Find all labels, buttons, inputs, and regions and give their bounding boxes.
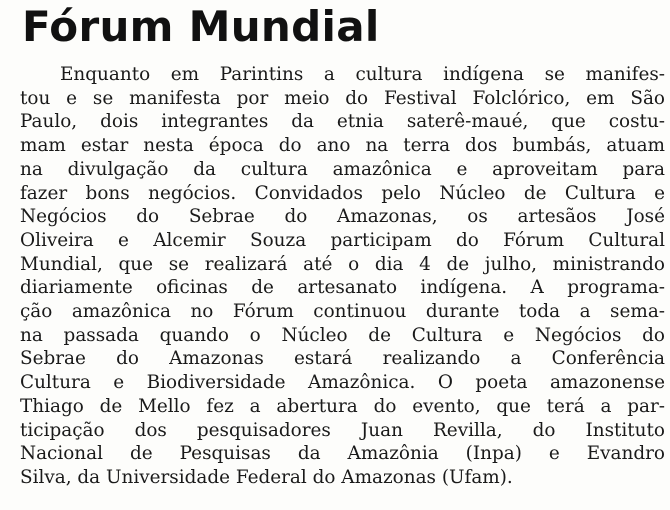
article-line: Negócios do Sebrae do Amazonas, os artesãos José	[20, 206, 665, 228]
article-line: Mundial, que se realizará até o dia 4 de julho, ministrando	[20, 253, 665, 275]
article-line: diariamente oficinas de artesanato indígena. A programa-	[20, 277, 665, 299]
article-line: na divulgação da cultura amazônica e aproveitam para	[20, 158, 665, 180]
headline: Fórum Mundial	[22, 2, 380, 51]
article-line: fazer bons negócios. Convidados pelo Núcleo de Cultura e	[20, 182, 665, 204]
article-line: mam estar nesta época do ano na terra dos bumbás, atuam	[20, 135, 665, 157]
article-line: Sebrae do Amazonas estará realizando a Conferência	[20, 348, 665, 370]
article-line: Nacional de Pesquisas da Amazônia (Inpa) e Evandro	[20, 443, 665, 465]
article-line: Thiago de Mello fez a abertura do evento, que terá a par-	[20, 395, 665, 417]
article-line: Silva, da Universidade Federal do Amazonas (Ufam).	[20, 466, 513, 488]
article-line: Paulo, dois integrantes da etnia saterê-maué, que costu-	[20, 111, 665, 133]
article-line: tou e se manifesta por meio do Festival Folclórico, em São	[20, 87, 665, 109]
article-line: na passada quando o Núcleo de Cultura e Negócios do	[20, 324, 665, 346]
article-line: ticipação dos pesquisadores Juan Revilla, do Instituto	[20, 419, 665, 441]
article-line: Cultura e Biodiversidade Amazônica. O poeta amazonense	[20, 372, 665, 394]
article-line: ção amazônica no Fórum continuou durante toda a sema-	[20, 301, 665, 323]
article-line: Oliveira e Alcemir Souza participam do Fórum Cultural	[20, 229, 665, 251]
article-body	[20, 63, 665, 490]
article-line: Enquanto em Parintins a cultura indígena se manifes-	[60, 64, 665, 85]
